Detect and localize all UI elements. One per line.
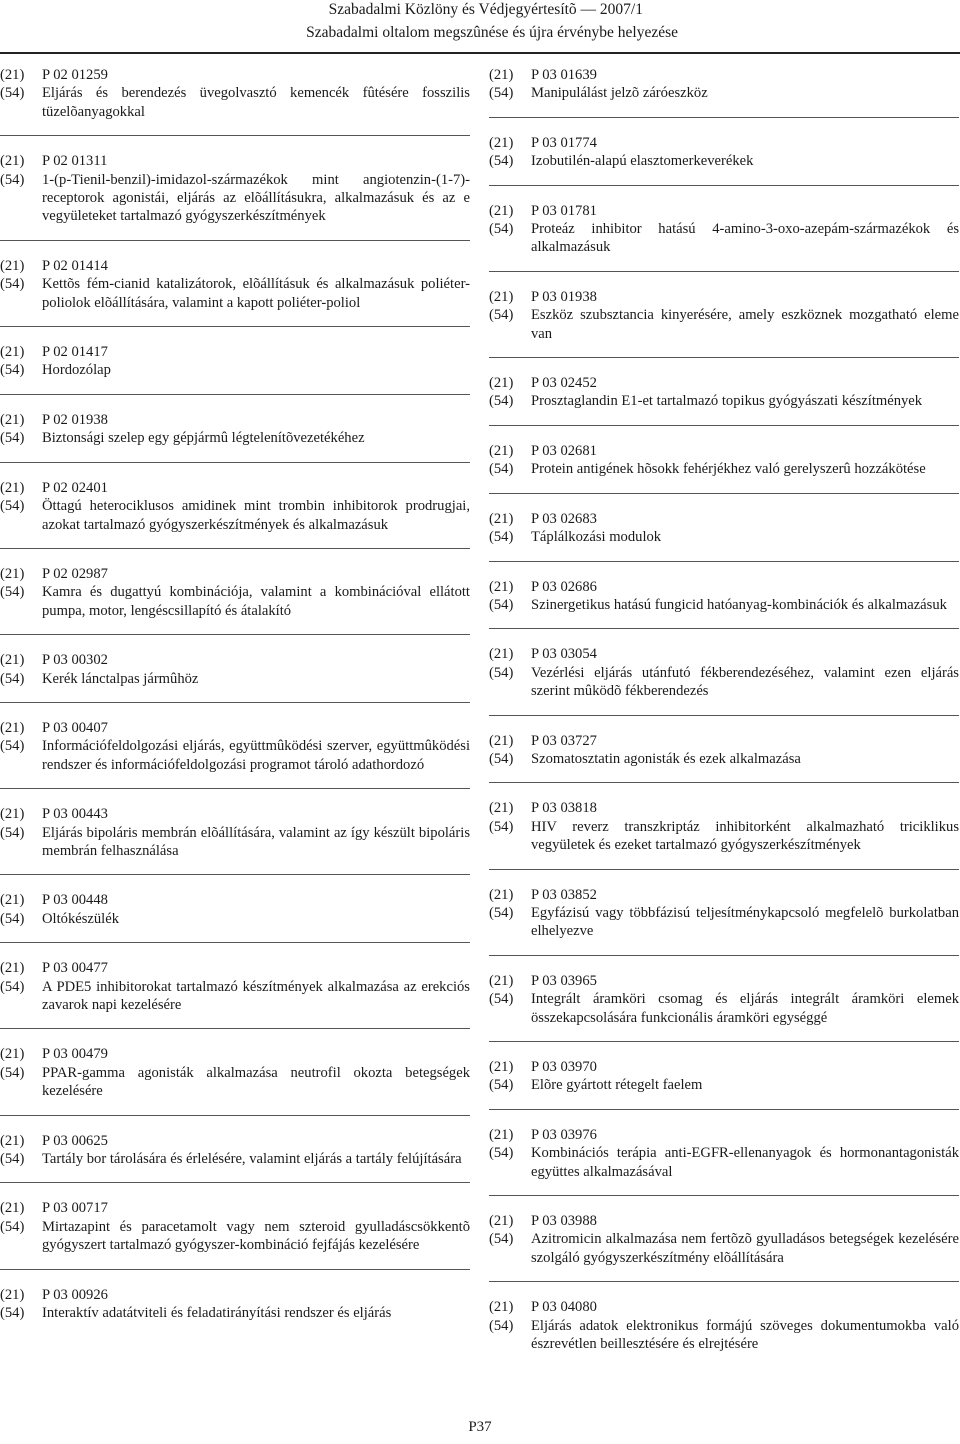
entry-separator — [0, 1269, 470, 1270]
patent-entry — [489, 1212, 959, 1267]
patent-entry — [489, 288, 959, 343]
patent-title: A PDE5 inhibitorokat tartalmazó készítmények alkalmazása az erekciós zavarok napi kezelésére — [42, 978, 470, 1013]
patent-title: Izobutilén-alapú elasztomerkeverékek — [531, 153, 754, 170]
application-number-line — [489, 66, 959, 84]
patent-entry — [489, 1126, 959, 1181]
title-line — [489, 990, 959, 1027]
patent-title: Integrált áramköri csomag és eljárás integrált áramköri elemek összekapcsolására funkcionális áramköri egységgé — [531, 991, 959, 1026]
header-rule — [0, 52, 960, 54]
inid-code-54: (54) — [0, 824, 25, 841]
patent-entry — [0, 66, 470, 121]
inid-code-21: (21) — [0, 1046, 25, 1063]
patent-entry — [0, 891, 470, 928]
inid-code-54: (54) — [489, 461, 514, 478]
inid-code-54: (54) — [0, 910, 25, 927]
inid-code-54: (54) — [0, 1305, 25, 1322]
application-number: P 03 02683 — [531, 510, 597, 527]
inid-code-54: (54) — [0, 670, 25, 687]
inid-code-54: (54) — [0, 978, 25, 995]
application-number-line — [489, 1126, 959, 1144]
entry-separator — [489, 955, 959, 956]
patent-title: Elõre gyártott rétegelt faelem — [531, 1077, 703, 1094]
application-number-line — [0, 66, 470, 84]
inid-code-54: (54) — [489, 529, 514, 546]
application-number-line — [0, 719, 470, 737]
title-line — [0, 275, 470, 312]
patent-entry — [489, 886, 959, 941]
inid-code-21: (21) — [489, 800, 514, 817]
patent-entry — [0, 479, 470, 534]
title-line — [489, 460, 959, 478]
application-number: P 03 02681 — [531, 442, 597, 459]
inid-code-54: (54) — [0, 584, 25, 601]
entry-separator — [489, 117, 959, 118]
application-number: P 03 00443 — [42, 806, 108, 823]
patent-title: Kerék lánctalpas jármûhöz — [42, 670, 199, 687]
patent-title: Interaktív adatátviteli és feladatirányítási rendszer és eljárás — [42, 1305, 392, 1322]
inid-code-54: (54) — [0, 430, 25, 447]
inid-code-54: (54) — [489, 393, 514, 410]
patent-title: Eljárás bipoláris membrán elõállítására, valamint az így készült bipoláris membrán felhasználása — [42, 824, 470, 859]
application-number-line — [0, 1199, 470, 1217]
patent-title: Vezérlési eljárás utánfutó fékberendezéséhez, valamint ezen eljárás szerint mûködõ fékberendezés — [531, 664, 959, 700]
inid-code-21: (21) — [0, 892, 25, 909]
application-number-line — [489, 732, 959, 750]
title-line — [0, 824, 470, 861]
entry-separator — [0, 942, 470, 943]
patent-entry — [0, 1132, 470, 1169]
patent-title: HIV reverz transzkriptáz inhibitorként alkalmazható triciklikus vegyületek és ezeket tartalmazó gyógyszerkészítmények — [531, 818, 959, 854]
application-number: P 02 02401 — [42, 479, 108, 496]
patent-title: Oltókészülék — [42, 910, 120, 927]
patent-entry — [0, 719, 470, 774]
inid-code-54: (54) — [489, 1231, 514, 1248]
inid-code-54: (54) — [489, 991, 514, 1008]
inid-code-21: (21) — [489, 202, 514, 219]
application-number-line — [0, 891, 470, 909]
application-number: P 03 03818 — [531, 800, 597, 817]
title-line — [0, 978, 470, 1015]
title-line — [489, 1230, 959, 1267]
application-number-line — [489, 288, 959, 306]
application-number-line — [489, 510, 959, 528]
application-number-line — [489, 202, 959, 220]
application-number: P 03 03727 — [531, 732, 597, 749]
title-line — [0, 429, 470, 447]
entry-separator — [489, 1195, 959, 1196]
inid-code-21: (21) — [489, 67, 514, 83]
inid-code-21: (21) — [0, 344, 25, 361]
application-number: P 03 03988 — [531, 1213, 597, 1230]
patent-title: Tartály bor tárolására és érlelésére, valamint eljárás a tartály felújítására — [42, 1151, 462, 1168]
title-line — [0, 171, 470, 226]
inid-code-54: (54) — [0, 1218, 25, 1235]
title-line — [489, 818, 959, 855]
patent-entry — [489, 732, 959, 769]
title-line — [0, 1064, 470, 1101]
patent-entry — [489, 799, 959, 854]
application-number-line — [0, 565, 470, 583]
title-line — [489, 220, 959, 257]
entry-separator — [489, 782, 959, 783]
patent-title: Információfeldolgozási eljárás, együttmûködési szerver, együttmûködési rendszer és információfeldolgozási programot tároló adathordozó — [42, 738, 470, 773]
inid-code-54: (54) — [489, 750, 514, 767]
entry-separator — [0, 1028, 470, 1029]
inid-code-54: (54) — [489, 818, 514, 835]
patent-entry — [489, 1298, 959, 1353]
inid-code-21: (21) — [489, 134, 514, 151]
entry-separator — [489, 425, 959, 426]
page-header — [0, 0, 960, 52]
inid-code-54: (54) — [489, 221, 514, 238]
inid-code-54: (54) — [489, 153, 514, 170]
entry-separator — [0, 326, 470, 327]
inid-code-54: (54) — [489, 1317, 514, 1334]
application-number: P 03 00926 — [42, 1286, 108, 1303]
entry-separator — [489, 271, 959, 272]
entry-separator — [489, 628, 959, 629]
application-number: P 02 01938 — [42, 411, 108, 428]
patent-entry — [0, 1286, 470, 1323]
patent-title: Biztonsági szelep egy gépjármû légtelenítõvezetékéhez — [42, 430, 365, 447]
patent-entry — [489, 202, 959, 257]
patent-entry — [0, 805, 470, 860]
inid-code-21: (21) — [0, 153, 25, 170]
inid-code-54: (54) — [0, 362, 25, 379]
title-line — [0, 737, 470, 774]
inid-code-54: (54) — [489, 1077, 514, 1094]
application-number: P 02 01311 — [42, 153, 108, 170]
entry-separator — [489, 1041, 959, 1042]
inid-code-54: (54) — [0, 498, 25, 515]
page-number: P37 — [468, 1419, 492, 1435]
application-number-line — [0, 805, 470, 823]
title-line — [489, 1144, 959, 1181]
entry-separator — [0, 462, 470, 463]
left-column — [0, 66, 470, 1322]
inid-code-21: (21) — [489, 442, 514, 459]
title-line — [0, 497, 470, 534]
application-number-line — [489, 1212, 959, 1230]
patent-entry — [0, 152, 470, 226]
title-line — [489, 528, 959, 546]
patent-title: Hordozólap — [42, 362, 111, 379]
entry-separator — [489, 493, 959, 494]
application-number-line — [0, 343, 470, 361]
patent-title: Azitromicin alkalmazása nem fertõzõ gyulladásos betegségek kezelésére szolgáló gyógyszerkészítmény elõállítására — [531, 1231, 959, 1266]
entry-separator — [0, 788, 470, 789]
application-number: P 03 00407 — [42, 719, 108, 736]
inid-code-21: (21) — [489, 1126, 514, 1143]
patent-title: 1-(p-Tienil-benzil)-imidazol-származékok mint angiotenzin-(1-7)-receptorok agonistái, eljárás az elõállításukra, alkalmazásuk és az e vegyületeket tartalmazó gyógyszerkészítmények — [42, 171, 470, 225]
patent-title: Eszköz szubsztancia kinyerésére, amely eszköznek mozgatható eleme van — [531, 307, 959, 342]
entry-separator — [0, 394, 470, 395]
patent-title: Szinergetikus hatású fungicid hatóanyag-kombinációk és alkalmazásuk — [531, 596, 947, 613]
inid-code-21: (21) — [0, 565, 25, 582]
inid-code-54: (54) — [489, 307, 514, 324]
entry-separator — [0, 1182, 470, 1183]
application-number: P 03 02686 — [531, 578, 597, 595]
application-number-line — [489, 374, 959, 392]
application-number-line — [0, 152, 470, 170]
application-number: P 03 03054 — [531, 646, 597, 663]
patent-title: PPAR-gamma agonisták alkalmazása neutrofil okozta betegségek kezelésére — [42, 1064, 470, 1100]
application-number-line — [489, 1298, 959, 1316]
title-line — [0, 1150, 470, 1168]
patent-entry — [489, 1058, 959, 1095]
inid-code-54: (54) — [0, 738, 25, 755]
patent-entry — [489, 134, 959, 171]
entry-separator — [0, 634, 470, 635]
entry-separator — [489, 1109, 959, 1110]
title-line — [0, 583, 470, 620]
inid-code-21: (21) — [0, 1132, 25, 1149]
application-number-line — [0, 1286, 470, 1304]
patent-entry — [0, 1045, 470, 1100]
inid-code-21: (21) — [0, 719, 25, 736]
application-number: P 03 01774 — [531, 134, 597, 151]
patent-title: Kamra és dugattyú kombinációja, valamint a kombinációval ellátott pumpa, motor, lengéscsillapító és átalakító — [42, 584, 470, 619]
inid-code-21: (21) — [489, 1059, 514, 1075]
application-number-line — [0, 479, 470, 497]
application-number-line — [0, 651, 470, 669]
application-number: P 03 00448 — [42, 892, 108, 909]
inid-code-54: (54) — [0, 276, 25, 293]
patent-entry — [0, 411, 470, 448]
title-line — [489, 750, 959, 768]
application-number: P 03 00625 — [42, 1132, 108, 1149]
application-number: P 03 01639 — [531, 67, 597, 83]
application-number-line — [489, 799, 959, 817]
title-line — [489, 904, 959, 941]
inid-code-21: (21) — [489, 288, 514, 305]
application-number-line — [489, 645, 959, 663]
entry-separator — [489, 1281, 959, 1282]
application-number: P 02 01414 — [42, 257, 108, 274]
entry-separator — [489, 715, 959, 716]
patent-title: Kombinációs terápia anti-EGFR-ellenanyagok és hormonantagonisták együttes alkalmazásával — [531, 1145, 959, 1180]
application-number-line — [489, 1058, 959, 1076]
inid-code-54: (54) — [489, 904, 514, 921]
patent-title: Mirtazapint és paracetamolt vagy nem szteroid gyulladáscsökkentõ gyógyszert tartalmazó gyógyszer-kombináció fejfájás kezelésére — [42, 1218, 470, 1254]
entry-separator — [489, 869, 959, 870]
title-line — [0, 361, 470, 379]
patent-entry — [0, 1199, 470, 1254]
inid-code-54: (54) — [0, 85, 25, 102]
inid-code-21: (21) — [489, 886, 514, 903]
patent-entry — [489, 578, 959, 615]
application-number: P 02 01259 — [42, 67, 108, 83]
inid-code-21: (21) — [489, 646, 514, 663]
entry-separator — [0, 702, 470, 703]
inid-code-21: (21) — [0, 479, 25, 496]
inid-code-21: (21) — [489, 1299, 514, 1316]
patent-entry — [0, 343, 470, 380]
title-line — [489, 306, 959, 343]
application-number: P 03 01781 — [531, 202, 597, 219]
right-column — [489, 66, 959, 1353]
inid-code-21: (21) — [489, 1213, 514, 1230]
entry-separator — [489, 185, 959, 186]
application-number: P 02 02987 — [42, 565, 108, 582]
application-number-line — [0, 959, 470, 977]
application-number-line — [0, 257, 470, 275]
application-number: P 03 03976 — [531, 1126, 597, 1143]
application-number: P 03 00479 — [42, 1046, 108, 1063]
inid-code-21: (21) — [0, 411, 25, 428]
patent-title: Kettõs fém-cianid katalizátorok, elõállításuk és alkalmazásuk poliéter-poliolok elõállítására, valamint a kapott poliéter-poliol — [42, 276, 470, 311]
patent-entry — [0, 651, 470, 688]
title-line — [489, 1317, 959, 1354]
patent-title: Manipulálást jelzõ záróeszköz — [531, 85, 708, 102]
application-number: P 03 04080 — [531, 1299, 597, 1316]
patent-entry — [0, 257, 470, 312]
application-number-line — [489, 578, 959, 596]
inid-code-21: (21) — [0, 806, 25, 823]
patent-title: Egyfázisú vagy többfázisú teljesítménykapcsoló megfelelõ burkolatban elhelyezve — [531, 904, 959, 940]
application-number: P 03 01938 — [531, 288, 597, 305]
inid-code-21: (21) — [489, 510, 514, 527]
inid-code-54: (54) — [489, 664, 514, 681]
title-line — [0, 84, 470, 121]
patent-title: Proteáz inhibitor hatású 4-amino-3-oxo-azepám-származékok és alkalmazásuk — [531, 221, 959, 256]
entry-separator — [489, 357, 959, 358]
title-line — [489, 84, 959, 102]
patent-entry — [0, 959, 470, 1014]
inid-code-21: (21) — [0, 257, 25, 274]
patent-title: Eljárás adatok elektronikus formájú szöveges dokumentumokba való észrevétlen beillesztésére és elrejtésére — [531, 1317, 959, 1353]
application-number-line — [489, 134, 959, 152]
inid-code-21: (21) — [489, 375, 514, 392]
application-number: P 03 03965 — [531, 972, 597, 989]
inid-code-21: (21) — [0, 1200, 25, 1217]
patent-entry — [489, 66, 959, 103]
application-number: P 03 03970 — [531, 1059, 597, 1075]
patent-entry — [489, 442, 959, 479]
title-line — [0, 1304, 470, 1322]
application-number-line — [489, 442, 959, 460]
entry-separator — [0, 548, 470, 549]
application-number: P 02 01417 — [42, 344, 108, 361]
application-number: P 03 00302 — [42, 652, 108, 669]
entry-separator — [0, 874, 470, 875]
application-number-line — [0, 1045, 470, 1063]
patent-entry — [0, 565, 470, 620]
journal-title: Szabadalmi Közlöny és Védjegyértesítõ — 2007/1 — [328, 1, 643, 18]
application-number: P 03 00717 — [42, 1200, 108, 1217]
title-line — [489, 152, 959, 170]
application-number-line — [0, 1132, 470, 1150]
patent-title: Eljárás és berendezés üvegolvasztó kemencék fûtésére fosszilis tüzelõanyagokkal — [42, 85, 470, 120]
inid-code-54: (54) — [489, 596, 514, 613]
application-number-line — [489, 886, 959, 904]
entry-separator — [0, 135, 470, 136]
patent-entry — [489, 374, 959, 411]
application-number: P 03 03852 — [531, 886, 597, 903]
section-title: Szabadalmi oltalom megszûnése és újra érvénybe helyezése — [306, 24, 678, 41]
patent-title: Öttagú heterociklusos amidinek mint trombin inhibitorok prodrugjai, azokat tartalmazó gyógyszerkészítmények és alkalmazásuk — [42, 498, 470, 533]
entry-separator — [489, 561, 959, 562]
title-line — [0, 1218, 470, 1255]
patent-entry — [489, 510, 959, 547]
inid-code-21: (21) — [0, 652, 25, 669]
inid-code-21: (21) — [0, 67, 25, 83]
inid-code-54: (54) — [0, 1064, 25, 1081]
application-number-line — [0, 411, 470, 429]
inid-code-21: (21) — [489, 578, 514, 595]
patent-title: Szomatosztatin agonisták és ezek alkalmazása — [531, 750, 801, 767]
title-line — [489, 392, 959, 410]
patent-title: Táplálkozási modulok — [531, 529, 662, 546]
inid-code-21: (21) — [0, 960, 25, 977]
patent-entry — [489, 972, 959, 1027]
inid-code-21: (21) — [489, 732, 514, 749]
title-line — [0, 670, 470, 688]
entry-separator — [0, 240, 470, 241]
patent-entry — [489, 645, 959, 700]
entry-separator — [0, 1115, 470, 1116]
inid-code-54: (54) — [489, 1145, 514, 1162]
title-line — [489, 1076, 959, 1094]
patent-title: Prosztaglandin E1-et tartalmazó topikus gyógyászati készítmények — [531, 393, 923, 410]
application-number: P 03 02452 — [531, 375, 597, 392]
inid-code-54: (54) — [0, 171, 25, 188]
application-number-line — [489, 972, 959, 990]
inid-code-54: (54) — [0, 1151, 25, 1168]
inid-code-21: (21) — [489, 972, 514, 989]
application-number: P 03 00477 — [42, 960, 108, 977]
title-line — [489, 596, 959, 614]
title-line — [489, 664, 959, 701]
patent-title: Protein antigének hõsokk fehérjékhez való gerelyszerû hozzákötése — [531, 461, 926, 478]
inid-code-21: (21) — [0, 1286, 25, 1303]
title-line — [0, 910, 470, 928]
inid-code-54: (54) — [489, 85, 514, 102]
